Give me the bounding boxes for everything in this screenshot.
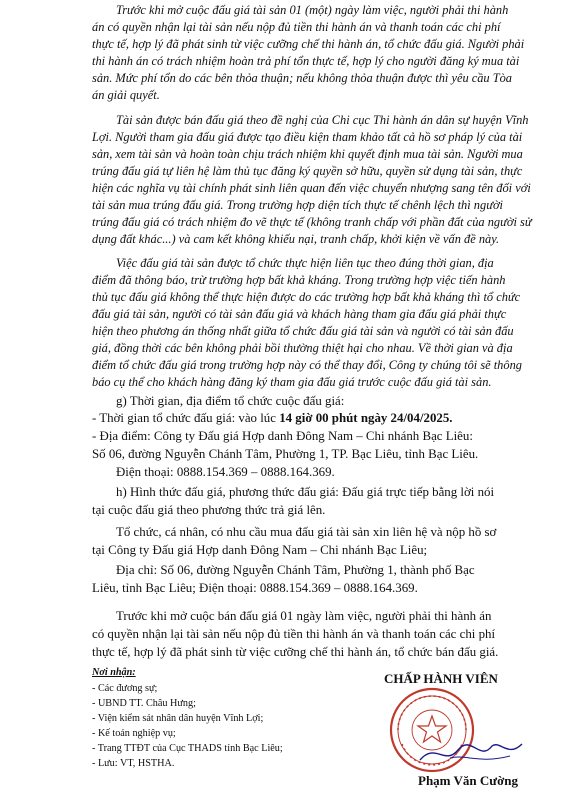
- paragraph-line: án có quyền nhận lại tài sản nếu nộp đủ tiền thi hành án và thanh toán các chi phí: [92, 20, 501, 34]
- auction-time-line: [92, 410, 453, 427]
- section-g-title: g) Thời gian, địa điểm tổ chức cuộc đấu giá:: [116, 394, 345, 408]
- recipient-item: - Kế toán nghiệp vụ;: [92, 728, 176, 739]
- paragraph-line: án giải quyết.: [92, 88, 160, 102]
- recipients-title: Nơi nhận:: [92, 667, 136, 678]
- contact-address: Địa chỉ: Số 06, đường Nguyễn Chánh Tâm, Phường 1, thành phố Bạc: [116, 563, 475, 577]
- auction-place-line: Số 06, đường Nguyễn Chánh Tâm, Phường 1, TP. Bạc Liêu, tỉnh Bạc Liêu.: [92, 447, 479, 461]
- paragraph-line: sản. Mức phí tổn do các bên thỏa thuận; nếu không thỏa thuận được thì yêu cầu Tòa: [92, 71, 513, 85]
- paragraph-line: Tài sản được bán đấu giá theo đề nghị của Chi cục Thi hành án dân sự huyện Vĩnh: [116, 113, 529, 127]
- paragraph-line: trúng đấu giá có trách nhiệm đo vẽ thực tế (không tranh chấp với phần đất của người sử: [92, 215, 532, 229]
- paragraph-line: thi hành án có trách nhiệm hoàn trả phí tổn thực tế, hợp lý cho người đăng ký mua tài: [92, 54, 520, 68]
- auction-place-line: - Địa điểm: Công ty Đấu giá Hợp danh Đông Nam – Chi nhánh Bạc Liêu:: [92, 429, 473, 443]
- handwritten-signature: [410, 738, 530, 768]
- paragraph-line: đấu giá tài sản, người có tài sản đấu giá và khách hàng tham gia đấu giá phải thực: [92, 307, 507, 321]
- paragraph-line: Trước khi mở cuộc đấu giá tài sản 01 (một) ngày làm việc, người phải thi hành: [116, 3, 509, 17]
- paragraph-line: dụng đất khác...) và cam kết không khiếu nại, tranh chấp, khởi kiện về vấn đề này.: [92, 232, 500, 246]
- paragraph-line: điểm tổ chức đấu giá trong trường hợp này có thể thay đổi, Công ty chúng tôi sẽ thông: [92, 358, 522, 372]
- paragraph-line: hiện theo phương án thống nhất giữa tổ chức đấu giá tài sản và người có tài sản đấu: [92, 324, 514, 338]
- recipient-item: - Các đương sự;: [92, 683, 158, 694]
- paragraph-line: h) Hình thức đấu giá, phương thức đấu giá: Đấu giá trực tiếp bằng lời nói: [116, 485, 495, 499]
- paragraph-line: báo cụ thể cho khách hàng đăng ký tham gia đấu giá trước cuộc đấu giá tài sản.: [92, 375, 492, 389]
- paragraph-line: thực tế, hợp lý đã phát sinh từ việc cưỡng chế thi hành án, tổ chức bán đấu giá.: [92, 645, 499, 659]
- paragraph-line: hiện các nghĩa vụ tài chính phát sinh liên quan đến việc chuyển nhượng sang tên đối với: [92, 181, 531, 195]
- recipient-item: - UBND TT. Châu Hưng;: [92, 698, 196, 709]
- paragraph-line: thủ tục đấu giá không thể thực hiện được do các trường hợp bất khả kháng thì tổ chức: [92, 290, 521, 304]
- recipient-item: - Viện kiểm sát nhân dân huyện Vĩnh Lợi;: [92, 713, 264, 724]
- recipient-item: - Trang TTĐT của Cục THADS tỉnh Bạc Liêu;: [92, 743, 283, 754]
- paragraph-line: giá, đồng thời các bên không phải bồi thường thiệt hại cho nhau. Về thời gian và địa: [92, 341, 513, 355]
- paragraph-line: trúng đấu giá tự liên hệ làm thủ tục đăng ký quyền sở hữu, quyền sử dụng tài sản, thực: [92, 164, 523, 178]
- recipient-item: - Lưu: VT, HSTHA.: [92, 758, 175, 769]
- paragraph-line: Trước khi mở cuộc bán đấu giá 01 ngày làm việc, người phải thi hành án: [116, 609, 492, 623]
- paragraph-line: tại cuộc đấu giá theo phương thức trả giá lên.: [92, 503, 326, 517]
- paragraph-line: tài sản mua trúng đấu giá. Trong trường hợp diện tích thực tế chênh lệch thì người: [92, 198, 504, 212]
- paragraph-line: Lợi. Người tham gia đấu giá được tạo điều kiện tham khảo tất cả hồ sơ pháp lý của tài: [92, 130, 523, 144]
- auction-time-value: 14 giờ 00 phút ngày 24/04/2025.: [279, 411, 453, 425]
- paragraph-line: sản, xem tài sản và hoàn toàn chịu trách nhiệm khi quyết định mua tài sản. Người mua: [92, 147, 523, 161]
- signer-role: CHẤP HÀNH VIÊN: [384, 671, 498, 686]
- auction-phone: Điện thoại: 0888.154.369 – 0888.164.369.: [116, 465, 335, 479]
- contact-address: Liêu, tỉnh Bạc Liêu; Điện thoại: 0888.154.369 – 0888.164.369.: [92, 581, 418, 595]
- paragraph-line: thực tế, hợp lý đã phát sinh từ việc cưỡng chế thi hành án, tổ chức đấu giá. Người phải: [92, 37, 525, 51]
- paragraph-line: Việc đấu giá tài sản được tổ chức thực hiện liên tục theo đúng thời gian, địa: [116, 256, 494, 270]
- signer-name: Phạm Văn Cường: [418, 773, 519, 788]
- auction-time-label: - Thời gian tổ chức đấu giá: vào lúc: [92, 411, 280, 425]
- paragraph-line: có quyền nhận lại tài sản nếu nộp đủ tiền thi hành án và thanh toán các chi phí: [92, 627, 496, 641]
- paragraph-line: Tổ chức, cá nhân, có nhu cầu mua đấu giá tài sản xin liên hệ và nộp hồ sơ: [116, 525, 497, 539]
- paragraph-line: điểm đã thông báo, trừ trường hợp bất khả kháng. Trong trường hợp việc tiến hành: [92, 273, 506, 287]
- paragraph-line: tại Công ty Đấu giá Hợp danh Đông Nam – Chi nhánh Bạc Liêu;: [92, 543, 428, 557]
